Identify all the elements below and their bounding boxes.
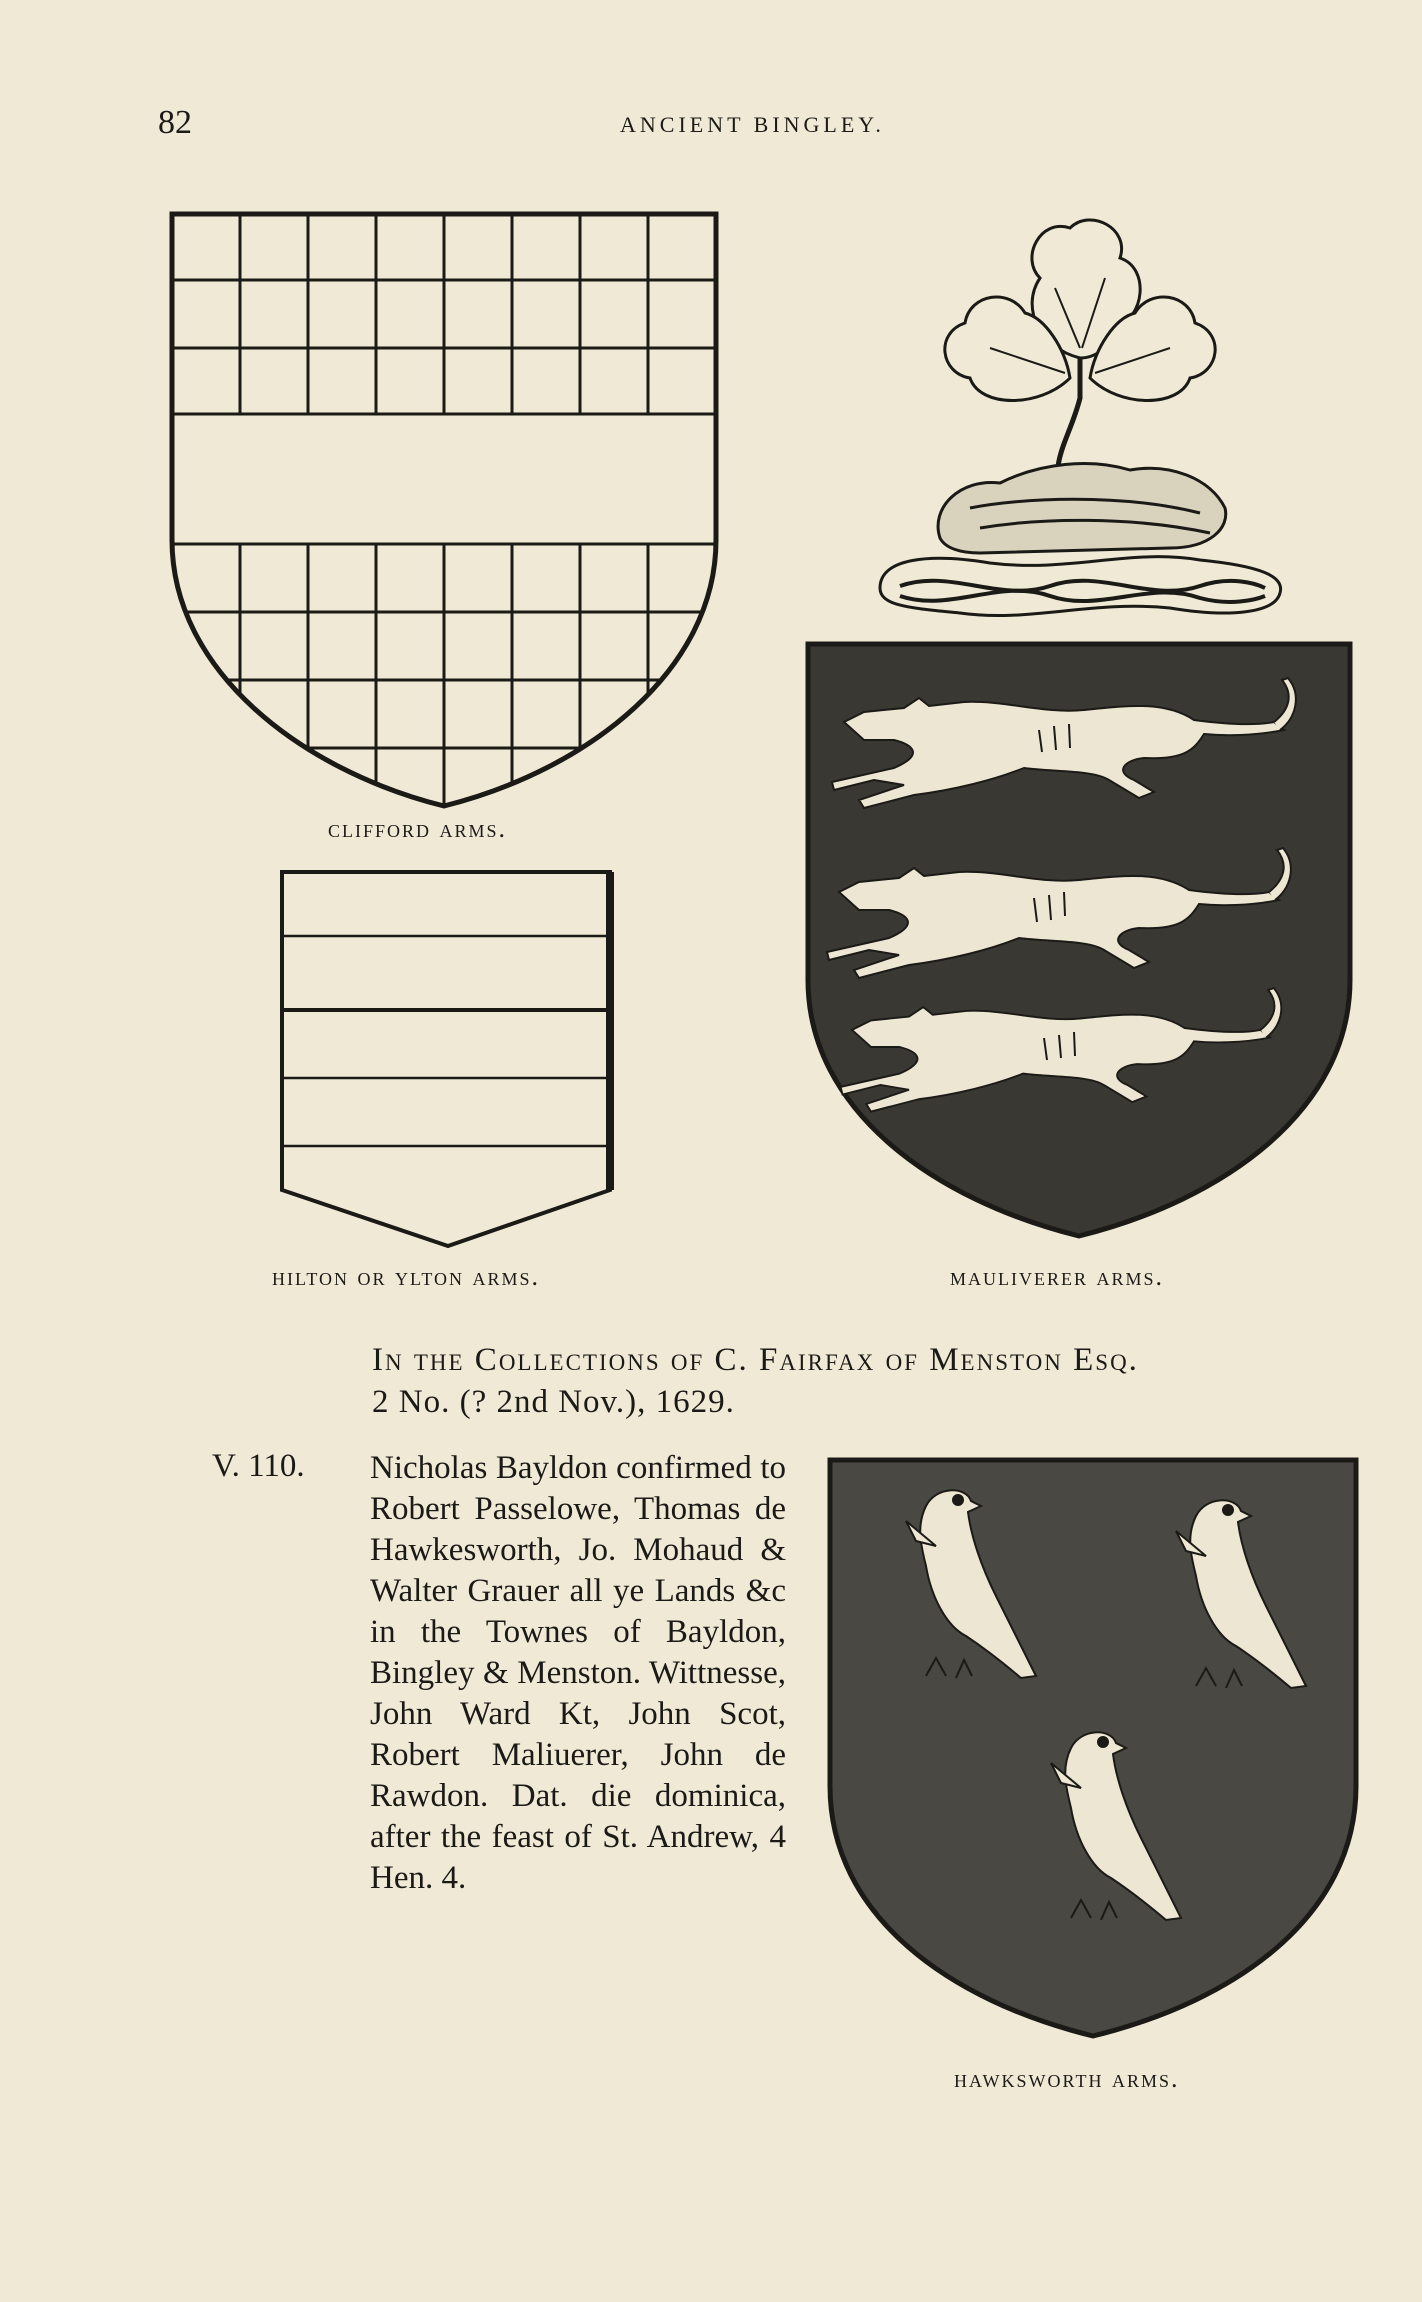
collections-heading: In the Collections of C. Fairfax of Menston Esq. [372,1342,1139,1378]
clifford-caption: clifford arms. [328,814,508,843]
mauliverer-shield [804,640,1354,1240]
hilton-shield [278,868,616,1250]
running-title: ANCIENT BINGLEY. [620,112,885,137]
entry-body [370,1448,786,1899]
trefoil-crest-icon [870,208,1290,628]
hilton-caption: hilton or ylton arms. [272,1262,541,1291]
entry-number: V. 110. [212,1448,305,1484]
hawksworth-caption: hawksworth arms. [954,2064,1180,2093]
entry-body-text: Nicholas Bayldon confirmed to Robert Passelowe, Thomas de Hawkesworth, Jo. Mohaud & Walter Grauer all ye Lands &c in the Townes of Bayldon, Bingley & Menston. Wittnesse, John Ward Kt, John Scot, Robert Maliuerer, John de Rawdon. Dat. die dominica, after the feast of St. Andrew, 4 Hen. 4. [370,1450,786,1896]
hawksworth-shield [826,1456,1360,2040]
clifford-shield [168,210,720,810]
page-number: 82 [158,104,192,141]
mauliverer-caption: mauliverer arms. [950,1262,1165,1291]
date-line: 2 No. (? 2nd Nov.), 1629. [372,1384,735,1420]
